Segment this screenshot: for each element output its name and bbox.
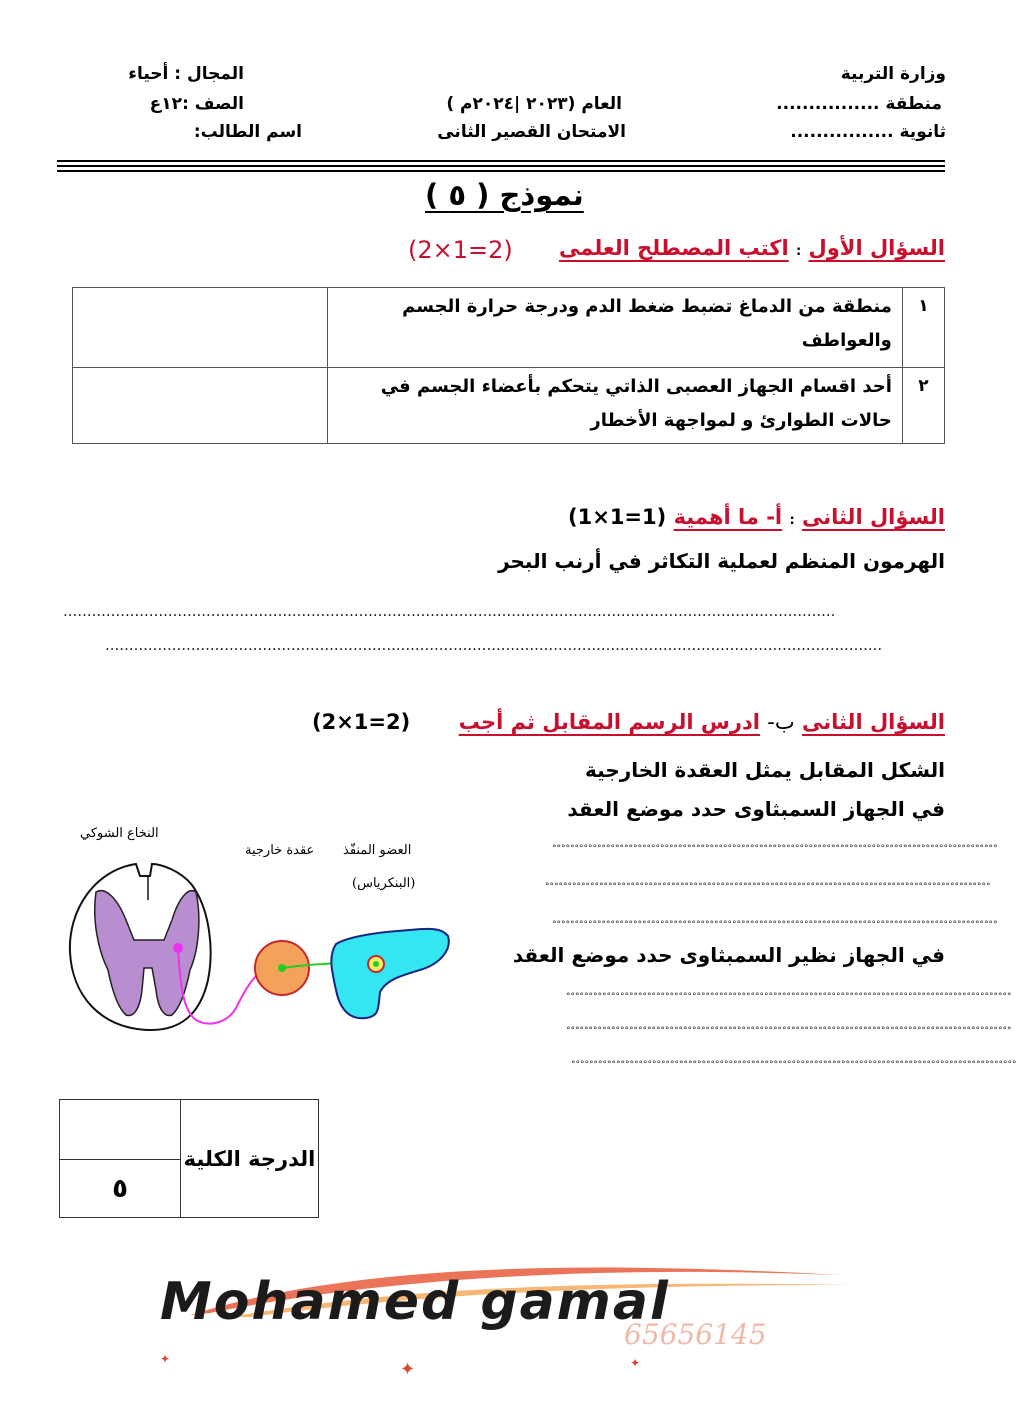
ministry-name: وزارة التربية (840, 64, 946, 84)
q1-marks: (2×1=2) (408, 236, 513, 264)
q2b-answer-line-1[interactable]: °°°°°°°°°°°°°°°°°°°°°°°°°°°°°°°°°°°°°°°°°°°°°°°°°°°°°°°°°°°°°°°°°°°°°°°°°°°°°°°°°°°°°°°°°°°°°°°°°°° (552, 844, 998, 854)
header-divider-middle (57, 165, 945, 167)
answer-cell[interactable] (73, 288, 328, 368)
q2a-heading-label: السؤال الثانى (801, 505, 945, 529)
answer-cell[interactable] (73, 368, 328, 444)
q2a-marks: (1×1=1) (568, 505, 667, 529)
row-number: ٢ (902, 368, 944, 444)
q2b-answer-line-3[interactable]: °°°°°°°°°°°°°°°°°°°°°°°°°°°°°°°°°°°°°°°°°°°°°°°°°°°°°°°°°°°°°°°°°°°°°°°°°°°°°°°°°°°°°°°°°°°°°°°°°°° (552, 920, 998, 930)
academic-year: العام (٢٠٢٣ |٢٠٢٤م ) (446, 94, 622, 114)
header-divider-top (57, 160, 945, 162)
term-definition: منطقة من الدماغ تضبط ضغط الدم ودرجة حرارة الجسم والعواطف (327, 288, 902, 368)
q2b-line-2: في الجهاز السمبثاوى حدد موضع العقد (567, 797, 945, 821)
label-pancreas: (البنكرياس) (352, 876, 416, 891)
q2b-answer-line-2[interactable]: °°°°°°°°°°°°°°°°°°°°°°°°°°°°°°°°°°°°°°°°°°°°°°°°°°°°°°°°°°°°°°°°°°°°°°°°°°°°°°°°°°°°°°°°°°°°°°°°°°° (545, 882, 991, 892)
grade-box (59, 1099, 319, 1218)
table-row (73, 288, 945, 368)
q2b-instruction: ادرس الرسم المقابل ثم أجب (458, 710, 760, 734)
q2a-separator: : (789, 513, 795, 528)
subject-field: المجال : أحياء (128, 64, 244, 84)
grade-label: الدرجة الكلية (181, 1100, 319, 1218)
label-spinal-cord: النخاع الشوكي (80, 826, 159, 841)
q2b-line-3: في الجهاز نظير السمبثاوى حدد موضع العقد (512, 943, 945, 967)
student-name-field: اسم الطالب: (193, 122, 302, 142)
q2a-answer-line-1[interactable]: .................................................................................................................................................................. (63, 602, 836, 620)
table-row (73, 368, 945, 444)
header-divider-bottom (57, 170, 945, 172)
label-effector: العضو المنفّذ (343, 843, 412, 858)
q1-separator: : (796, 244, 802, 259)
logo-star-small: ✦ (630, 1356, 641, 1370)
q2a-instruction: أ- ما أهمية (673, 505, 783, 529)
exam-name: الامتحان القصير الثانى (437, 122, 626, 142)
preganglionic-neuron-body (173, 943, 183, 953)
page-title: نموذج ( ٥ ) (425, 178, 584, 212)
grade-empty-cell (60, 1100, 181, 1160)
logo-name: Mohamed gamal (160, 1272, 670, 1332)
q2b-heading (459, 710, 945, 734)
q2a-question-text: الهرمون المنظم لعملية التكاثر في أرنب البحر (498, 549, 945, 573)
q2b-answer-line-5[interactable]: °°°°°°°°°°°°°°°°°°°°°°°°°°°°°°°°°°°°°°°°°°°°°°°°°°°°°°°°°°°°°°°°°°°°°°°°°°°°°°°°°°°°°°°°°°°°°°°°°°° (566, 1026, 1012, 1036)
q1-instruction: اكتب المصطلح العلمى (559, 236, 789, 260)
school-field: ثانوية ................ (790, 122, 946, 142)
term-definition: أحد اقسام الجهاز العصبى الذاتي يتحكم بأعضاء الجسم في حالات الطوارئ و لمواجهة الأخطار (327, 368, 902, 444)
q2b-marks: (2×1=2) (312, 710, 411, 734)
logo-star: ✦ (400, 1359, 416, 1380)
row-number: ١ (902, 288, 944, 368)
sympathetic-ganglion-diagram (60, 840, 460, 1040)
grade-total: ٥ (60, 1160, 181, 1218)
q1-heading (559, 236, 945, 260)
region-field: منطقة ................ (776, 94, 942, 114)
q2a-heading (568, 505, 945, 529)
logo-star-left: ✦ (160, 1352, 171, 1366)
q1-terms-table (72, 287, 945, 444)
q2b-answer-line-6[interactable]: °°°°°°°°°°°°°°°°°°°°°°°°°°°°°°°°°°°°°°°°°°°°°°°°°°°°°°°°°°°°°°°°°°°°°°°°°°°°°°°°°°°°°°°°°°°°°°°°°°° (571, 1060, 1017, 1070)
label-ganglion: عقدة خارجية (245, 843, 315, 858)
q2b-answer-line-4[interactable]: °°°°°°°°°°°°°°°°°°°°°°°°°°°°°°°°°°°°°°°°°°°°°°°°°°°°°°°°°°°°°°°°°°°°°°°°°°°°°°°°°°°°°°°°°°°°°°°°°°° (566, 992, 1012, 1002)
q2b-prefix: ب- (767, 710, 795, 734)
q2b-heading-label: السؤال الثانى (801, 710, 945, 734)
grade-field: الصف :١٢ع (149, 94, 244, 114)
pancreas-effector (331, 929, 448, 1018)
effector-synapse-center (373, 961, 379, 967)
q2a-answer-line-2[interactable]: ................................................................................................................................................................... (105, 636, 883, 654)
logo-phone: 65656145 (624, 1318, 767, 1351)
q1-heading-label: السؤال الأول (808, 236, 945, 260)
q2b-line-1: الشكل المقابل يمثل العقدة الخارجية (585, 758, 945, 782)
